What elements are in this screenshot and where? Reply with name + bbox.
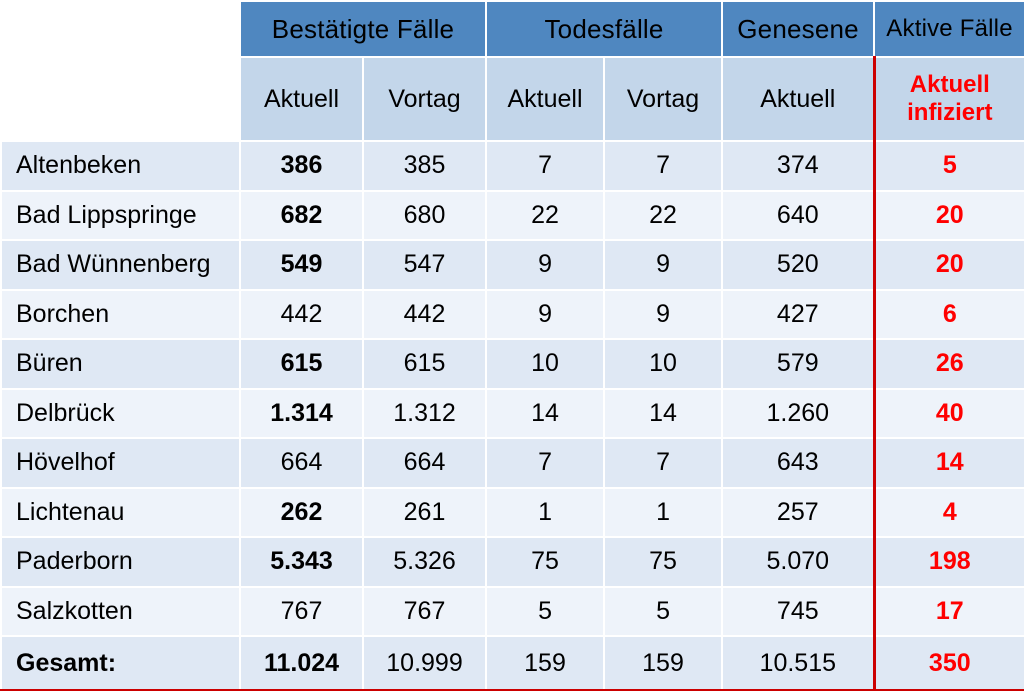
cell-confirmed-today: 615 [240, 339, 363, 389]
cell-active-infected: 4 [874, 488, 1024, 538]
table-row [1, 240, 1024, 290]
cell-confirmed-today: 262 [240, 488, 363, 538]
cell-deaths-prev: 9 [604, 240, 722, 290]
cell-deaths-prev: 1 [604, 488, 722, 538]
cell-confirmed-today: 5.343 [240, 537, 363, 587]
cell-confirmed-prev: 261 [363, 488, 486, 538]
row-municipality-name: Paderborn [1, 537, 240, 587]
cell-deaths-today: 7 [486, 141, 604, 191]
total-deaths-today: 159 [486, 636, 604, 690]
row-municipality-name: Borchen [1, 290, 240, 340]
header-sub-active-infected [874, 57, 1024, 141]
cell-deaths-today: 22 [486, 191, 604, 241]
table-total-row [1, 636, 1024, 690]
cell-deaths-prev: 75 [604, 537, 722, 587]
cell-deaths-prev: 7 [604, 438, 722, 488]
cell-confirmed-prev: 5.326 [363, 537, 486, 587]
header-sub-deaths-today: Aktuell [486, 57, 604, 141]
cell-recovered: 257 [722, 488, 874, 538]
header-group-confirmed: Bestätigte Fälle [240, 1, 486, 57]
row-municipality-name: Büren [1, 339, 240, 389]
cell-recovered: 643 [722, 438, 874, 488]
table-row [1, 389, 1024, 439]
cell-active-infected: 198 [874, 537, 1024, 587]
cell-deaths-prev: 5 [604, 587, 722, 637]
cell-confirmed-prev: 615 [363, 339, 486, 389]
total-confirmed-prev: 10.999 [363, 636, 486, 690]
row-municipality-name: Salzkotten [1, 587, 240, 637]
header-corner-blank [1, 1, 240, 57]
cell-active-infected: 17 [874, 587, 1024, 637]
cell-active-infected: 20 [874, 191, 1024, 241]
header-group-row [1, 1, 1024, 57]
cell-confirmed-prev: 385 [363, 141, 486, 191]
cell-recovered: 520 [722, 240, 874, 290]
row-municipality-name: Bad Lippspringe [1, 191, 240, 241]
table-row [1, 339, 1024, 389]
cell-deaths-today: 9 [486, 290, 604, 340]
cell-active-infected: 20 [874, 240, 1024, 290]
table-row [1, 537, 1024, 587]
row-municipality-name: Altenbeken [1, 141, 240, 191]
cell-active-infected: 26 [874, 339, 1024, 389]
table-row [1, 438, 1024, 488]
cell-confirmed-prev: 664 [363, 438, 486, 488]
cell-confirmed-prev: 547 [363, 240, 486, 290]
cell-confirmed-prev: 1.312 [363, 389, 486, 439]
cell-deaths-today: 5 [486, 587, 604, 637]
cell-confirmed-today: 682 [240, 191, 363, 241]
cell-deaths-today: 7 [486, 438, 604, 488]
header-group-deaths: Todesfälle [486, 1, 722, 57]
cell-recovered: 374 [722, 141, 874, 191]
header-group-active: Aktive Fälle [874, 1, 1024, 57]
header-sub-recovered-today: Aktuell [722, 57, 874, 141]
header-sub-confirmed-today: Aktuell [240, 57, 363, 141]
header-sub-active-line1: Aktuell [909, 71, 990, 99]
row-municipality-name: Lichtenau [1, 488, 240, 538]
header-sub-row [1, 57, 1024, 141]
table-row [1, 488, 1024, 538]
cell-deaths-today: 9 [486, 240, 604, 290]
cell-deaths-prev: 7 [604, 141, 722, 191]
table-row [1, 290, 1024, 340]
table-header [1, 1, 1024, 141]
cell-deaths-today: 1 [486, 488, 604, 538]
cell-active-infected: 6 [874, 290, 1024, 340]
total-confirmed-today: 11.024 [240, 636, 363, 690]
table-body [1, 141, 1024, 690]
header-sub-blank [1, 57, 240, 141]
table-row [1, 191, 1024, 241]
row-municipality-name: Bad Wünnenberg [1, 240, 240, 290]
cell-confirmed-today: 767 [240, 587, 363, 637]
cell-deaths-today: 14 [486, 389, 604, 439]
cell-recovered: 640 [722, 191, 874, 241]
cell-deaths-prev: 9 [604, 290, 722, 340]
cell-deaths-today: 75 [486, 537, 604, 587]
total-recovered: 10.515 [722, 636, 874, 690]
cell-confirmed-today: 549 [240, 240, 363, 290]
cell-recovered: 579 [722, 339, 874, 389]
header-sub-confirmed-prev: Vortag [363, 57, 486, 141]
cell-active-infected: 40 [874, 389, 1024, 439]
cell-recovered: 1.260 [722, 389, 874, 439]
total-active-infected: 350 [874, 636, 1024, 690]
table-row [1, 587, 1024, 637]
row-municipality-name: Delbrück [1, 389, 240, 439]
cell-confirmed-today: 664 [240, 438, 363, 488]
cell-confirmed-prev: 767 [363, 587, 486, 637]
table-row [1, 141, 1024, 191]
cell-confirmed-prev: 442 [363, 290, 486, 340]
cell-recovered: 745 [722, 587, 874, 637]
cell-active-infected: 14 [874, 438, 1024, 488]
cell-deaths-prev: 22 [604, 191, 722, 241]
cell-recovered: 427 [722, 290, 874, 340]
header-group-recovered: Genesene [722, 1, 874, 57]
header-sub-active-line2: infiziert [907, 99, 993, 126]
cell-confirmed-today: 386 [240, 141, 363, 191]
cell-recovered: 5.070 [722, 537, 874, 587]
total-deaths-prev: 159 [604, 636, 722, 690]
row-municipality-name: Hövelhof [1, 438, 240, 488]
cell-confirmed-today: 442 [240, 290, 363, 340]
total-label: Gesamt: [1, 636, 240, 690]
cell-deaths-today: 10 [486, 339, 604, 389]
cell-deaths-prev: 10 [604, 339, 722, 389]
header-sub-deaths-prev: Vortag [604, 57, 722, 141]
cell-confirmed-today: 1.314 [240, 389, 363, 439]
cell-deaths-prev: 14 [604, 389, 722, 439]
cell-active-infected: 5 [874, 141, 1024, 191]
cell-confirmed-prev: 680 [363, 191, 486, 241]
